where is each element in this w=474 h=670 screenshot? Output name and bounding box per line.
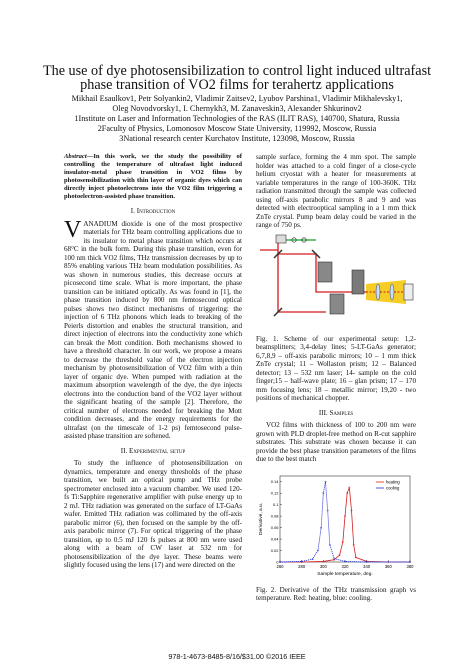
affiliation-1: 1Institute on Laser and Information Technologies of the RAS (ILIT RAS), 140700, Shatura, Russia bbox=[74, 114, 400, 123]
right-column bbox=[256, 153, 416, 603]
section-heading-samples: III. Samples bbox=[318, 408, 354, 417]
section-heading-setup: II. Experimental setup bbox=[120, 446, 186, 455]
paper-title: The use of dye photosensibilization to control light induced ultrafast phase transition of VO2 films for terahertz applications bbox=[42, 63, 432, 93]
derivative-chart-figure bbox=[256, 470, 416, 582]
x-tick-label: 260 bbox=[276, 563, 284, 569]
x-axis-label: Sample temperature, deg. bbox=[317, 571, 373, 577]
x-tick-label: 360 bbox=[384, 563, 392, 569]
right-top-paragraph: sample surface, forming the 4 mm spot. The sample holder was attached to a cold finger of a close-cycle helium cryostat with a heater for measurements at variable temperatures in the range of 100-360K. THz radiation transmitted through the sample was collected using off-axis parabolic mirrors 8 and 9 and was detected with electrooptical sampling in a 1 mm thick ZnTe crystal. Pump beam delay could be varied in the range of 750 ps. bbox=[256, 153, 416, 229]
authors-line-1: Mikhail Esaulkov1, Petr Solyankin2, Vladimir Zaitsev2, Lyubov Parshina1, Vladimir Mikhalevsky1, bbox=[71, 94, 403, 103]
intro-paragraph bbox=[64, 216, 242, 441]
x-tick-label: 300 bbox=[319, 563, 327, 569]
y-tick-label: 0.14 bbox=[270, 478, 279, 484]
intro-text: ANADIUM dioxide is one of the most prospective materials for THz beam controlling applications due to its insulator to metal phase transition which occurs at 68°C in the bulk form. During this phase transition, even for 100 nm thick VO2 films, THz transmission decreases by up to 85% enabling various THz beam modulation possibilities. As was shown in numerous studies, this decrease occurs at picosecond time scale. What is more important, the phase transition can be initiated optically. As was found in [1], the phase transition induced by 800 nm femtosecond optical pulses shows two distinct mechanisms of triggering: the injection of 6 THz phonons which leads to breaking of the Peierls distortion and enables the structural transition, and direct injection of electrons into the conductivity zone which can break the Mott condition. Both mechanisms showed to have a threshold character. In our work, we propose a means to decrease the threshold value of the electron injection mechanism by photosensibilization of VO2 film with a thin layer of organic dye. When pumped with radiation at the maximum absorption wavelength of the dye, the dye injects electrons into the conduction band of the VO2 layer without the significant heating of the sample [2]. Therefore, the critical number of electrons needed for breaking the Mott condition decreases, and the energy requirements for the ultrafast (on the timescale of 1-2 ps) femtosecond pulse-assisted phase transition are softened. bbox=[64, 219, 242, 440]
abstract bbox=[64, 153, 242, 201]
left-column bbox=[64, 153, 242, 570]
y-axis-label: Derivative, a.u. bbox=[259, 502, 264, 535]
affiliation-2: 2Faculty of Physics, Lomonosov Moscow State University, 119992, Moscow, Russia bbox=[97, 124, 377, 133]
y-tick-label: 0.12 bbox=[270, 490, 279, 496]
drop-cap: V bbox=[64, 216, 82, 243]
legend-label-cooling: cooling bbox=[386, 485, 400, 490]
y-tick-label: 0.1 bbox=[272, 501, 279, 507]
authors-line-2: Oleg Novodvorsky1, I. Chernykh3, M. Zanaveskin3, Alexander Shkurinov2 bbox=[112, 104, 362, 113]
setup-scheme-diagram bbox=[256, 232, 416, 332]
x-tick-label: 340 bbox=[363, 563, 371, 569]
setup-paragraph: To study the influence of photosensibilization on dynamics, temperature and energy thresholds of the phase transition, we built an optical pump and THz probe spectrometer enclosed into a vacuum chamber. We used 120-fs Ti:Sapphire regenerative amplifier with pulse energy up to 2 mJ. THz radiation was generated on the surface of LT-GaAs wafer. Emitted THz radiation was collimated by the off-axis parabolic mirror (6), then focused on the sample by the off-axis parabolic mirror (7). For optical triggering of the phase transition, up to 0.5 mJ 120 fs pulses at 800 nm were used along with a beam of CW laser at 532 nm for photosensibilization of the dye layer. These beams were slightly focused using the lens (17) and were directed on the bbox=[64, 459, 242, 569]
y-tick-label: 0.04 bbox=[270, 535, 279, 541]
affiliation-3: 3National research center Kurchatov Institute, 123098, Moscow, Russia bbox=[119, 134, 355, 143]
figure-1-caption: Fig. 1. Scheme of our experimental setup: 1,2- beamsplitters; 3,4-delay lines; 5-LT-GaAs generator; 6,7,8,9 – off-axis parabolic mirrors; 10 – 1 mm thick ZnTe crystal; 11 – Wollaston prism; 12 – Balanced detector; 13 – 532 nm laser; 14- sample on the cold finger;15 – half-wave plate; 16 – glan prism; 17 – 170 mm focusing lens; 18 – metallic mirror; 19,20 - two positions of mechanical chopper. bbox=[256, 334, 416, 402]
page-footer: 978-1-4673-8485-8/16/$31.00 ©2016 IEEE bbox=[168, 652, 306, 661]
x-tick-label: 380 bbox=[406, 563, 414, 569]
abstract-label: Abstract bbox=[64, 153, 87, 160]
samples-paragraph: VO2 films with thickness of 100 to 200 nm were grown with PLD droplet-free method on R-cut sapphire substrates. This substrate was chosen because it can provide the best phase transition parameters of the films due to the best match bbox=[256, 421, 416, 463]
abstract-text: —In this work, we the study the possibility of controlling the temperature of ultrafast light induced insulator-metal phase transition in VO2 films by photosensibilization with thin layer of organic dyes which can directly inject photoelectrons into the VO2 film triggering a photoelectron-assisted phase transition. bbox=[64, 153, 242, 200]
derivative-chart bbox=[256, 470, 416, 582]
setup-scheme-figure bbox=[256, 232, 416, 332]
x-tick-label: 280 bbox=[298, 563, 306, 569]
legend-label-heating: heating bbox=[386, 479, 400, 484]
y-tick-label: 0.06 bbox=[270, 524, 279, 530]
figure-2-caption: Fig. 2. Derivative of the THz transmission graph vs temperature. Red: heating, blue: cooling. bbox=[256, 585, 416, 602]
x-tick-label: 320 bbox=[341, 563, 349, 569]
y-tick-label: 0.08 bbox=[270, 513, 279, 519]
section-heading-introduction: I. Introduction bbox=[130, 207, 176, 215]
y-tick-label: 0 bbox=[276, 558, 279, 564]
author-block bbox=[30, 94, 444, 144]
y-tick-label: 0.02 bbox=[270, 547, 279, 553]
